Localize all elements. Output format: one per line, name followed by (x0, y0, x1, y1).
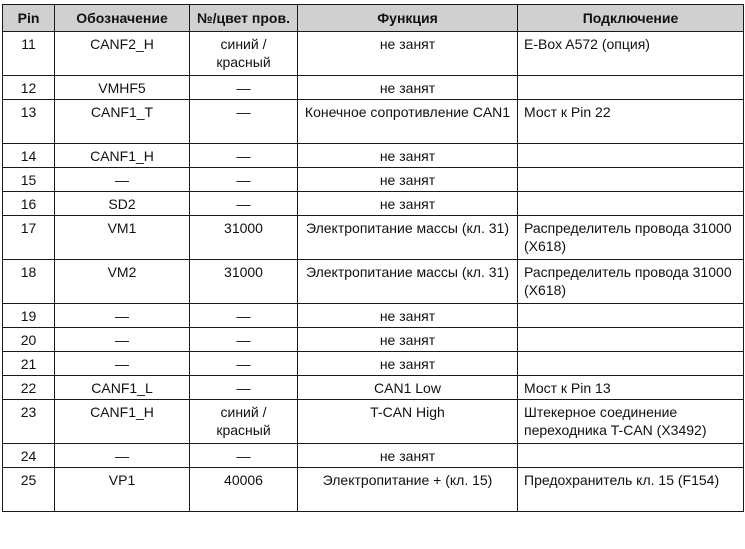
table-row (3, 144, 744, 168)
wire-cell: — (190, 376, 298, 400)
table-body (3, 32, 744, 512)
pin-cell: 14 (3, 144, 55, 168)
pin-cell: 15 (3, 168, 55, 192)
header-designation: Обозначение (55, 5, 190, 32)
header-wire: №/цвет пров. (190, 5, 298, 32)
connection-cell (518, 444, 744, 468)
wire-cell: — (190, 328, 298, 352)
table-row (3, 376, 744, 400)
designation-cell: CANF1_H (55, 400, 190, 444)
connection-cell: Мост к Pin 13 (518, 376, 744, 400)
connection-cell: Распределитель провода 31000 (X618) (518, 260, 744, 304)
wire-cell: 31000 (190, 216, 298, 260)
connection-cell (518, 168, 744, 192)
table-row (3, 216, 744, 260)
pin-cell: 19 (3, 304, 55, 328)
function-cell: не занят (298, 328, 518, 352)
table-row (3, 100, 744, 144)
connection-cell: Предохранитель кл. 15 (F154) (518, 468, 744, 512)
table-row (3, 304, 744, 328)
pin-cell: 22 (3, 376, 55, 400)
function-cell: Электропитание + (кл. 15) (298, 468, 518, 512)
table-row (3, 168, 744, 192)
header-pin: Pin (3, 5, 55, 32)
designation-cell: VP1 (55, 468, 190, 512)
pin-cell: 13 (3, 100, 55, 144)
designation-cell: VM1 (55, 216, 190, 260)
designation-cell: CANF2_H (55, 32, 190, 76)
designation-cell: CANF1_H (55, 144, 190, 168)
designation-cell: — (55, 304, 190, 328)
wire-cell: 40006 (190, 468, 298, 512)
header-function: Функция (298, 5, 518, 32)
function-cell: не занят (298, 76, 518, 100)
function-cell: не занят (298, 444, 518, 468)
connection-cell (518, 352, 744, 376)
function-cell: не занят (298, 144, 518, 168)
designation-cell: CANF1_L (55, 376, 190, 400)
designation-cell: — (55, 328, 190, 352)
table-row (3, 444, 744, 468)
pin-cell: 12 (3, 76, 55, 100)
connection-cell (518, 144, 744, 168)
designation-cell: SD2 (55, 192, 190, 216)
table-row (3, 32, 744, 76)
table-row (3, 76, 744, 100)
connection-cell (518, 328, 744, 352)
pin-assignment-table (2, 4, 744, 512)
function-cell: не занят (298, 32, 518, 76)
function-cell: T-CAN High (298, 400, 518, 444)
wire-cell: — (190, 100, 298, 144)
connection-cell: Штекерное соединение переходника T-CAN (X3492) (518, 400, 744, 444)
designation-cell: — (55, 168, 190, 192)
wire-cell: — (190, 168, 298, 192)
table-row (3, 400, 744, 444)
connection-cell: E-Box A572 (опция) (518, 32, 744, 76)
wire-cell: — (190, 304, 298, 328)
function-cell: не занят (298, 304, 518, 328)
function-cell: не занят (298, 352, 518, 376)
wire-cell: — (190, 444, 298, 468)
wire-cell: — (190, 192, 298, 216)
function-cell: не занят (298, 192, 518, 216)
pin-cell: 17 (3, 216, 55, 260)
table-row (3, 352, 744, 376)
table-row (3, 468, 744, 512)
table-row (3, 260, 744, 304)
connection-cell (518, 192, 744, 216)
pin-cell: 11 (3, 32, 55, 76)
table-header (3, 5, 744, 32)
table-row (3, 328, 744, 352)
pin-cell: 18 (3, 260, 55, 304)
connection-cell (518, 76, 744, 100)
table-row (3, 192, 744, 216)
designation-cell: — (55, 352, 190, 376)
function-cell: не занят (298, 168, 518, 192)
wire-cell: — (190, 144, 298, 168)
header-row (3, 5, 744, 32)
wire-cell: синий /красный (190, 400, 298, 444)
function-cell: Конечное сопротивление CAN1 (298, 100, 518, 144)
wire-cell: — (190, 352, 298, 376)
pin-cell: 25 (3, 468, 55, 512)
connection-cell: Мост к Pin 22 (518, 100, 744, 144)
pin-cell: 21 (3, 352, 55, 376)
wire-cell: синий /красный (190, 32, 298, 76)
function-cell: CAN1 Low (298, 376, 518, 400)
pin-cell: 23 (3, 400, 55, 444)
connection-cell (518, 304, 744, 328)
designation-cell: CANF1_T (55, 100, 190, 144)
function-cell: Электропитание массы (кл. 31) (298, 260, 518, 304)
connection-cell: Распределитель провода 31000 (X618) (518, 216, 744, 260)
designation-cell: VMHF5 (55, 76, 190, 100)
designation-cell: — (55, 444, 190, 468)
wire-cell: 31000 (190, 260, 298, 304)
function-cell: Электропитание массы (кл. 31) (298, 216, 518, 260)
pin-cell: 24 (3, 444, 55, 468)
header-connection: Подключение (518, 5, 744, 32)
pin-cell: 16 (3, 192, 55, 216)
designation-cell: VM2 (55, 260, 190, 304)
pin-cell: 20 (3, 328, 55, 352)
wire-cell: — (190, 76, 298, 100)
